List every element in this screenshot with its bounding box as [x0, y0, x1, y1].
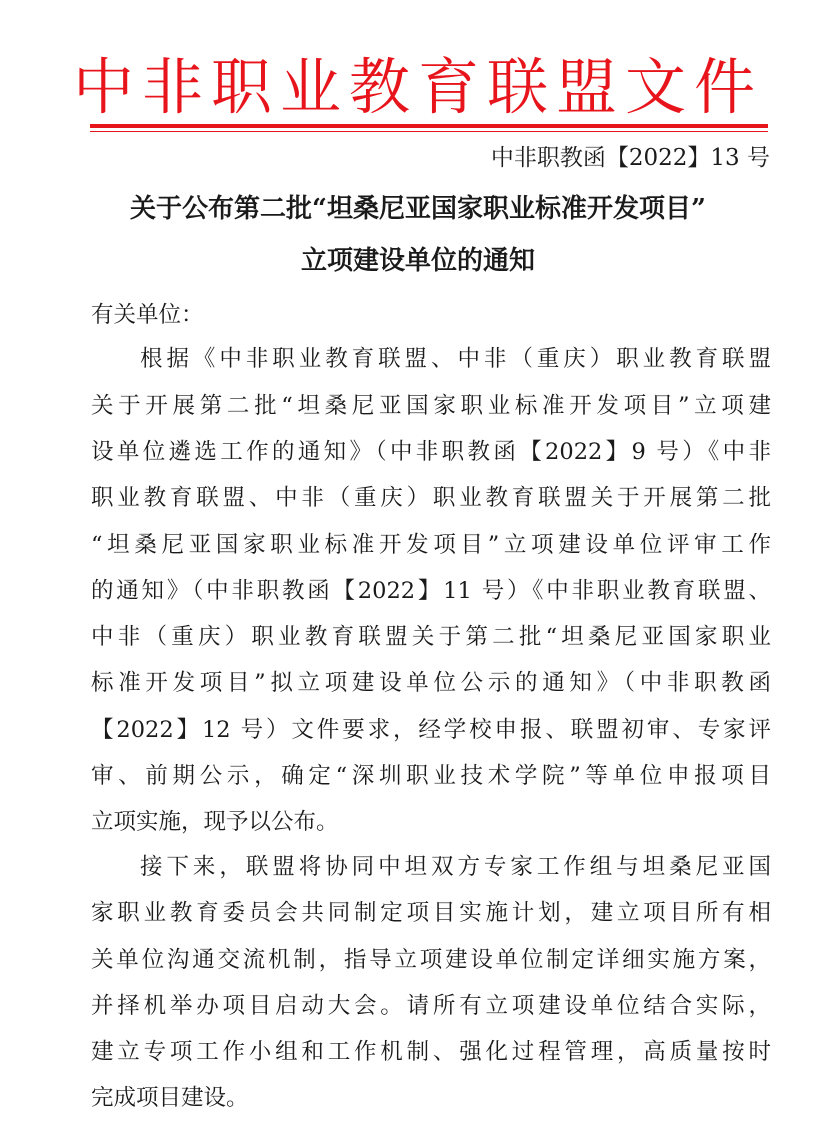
paragraph-line: 接下来，联盟将协同中坦双方专家工作组与坦桑尼亚国	[140, 854, 771, 880]
notice-title-line-1: 关于公布第二批“坦桑尼亚国家职业标准开发项目”	[130, 194, 706, 224]
paragraph-line: 中非（重庆）职业教育联盟关于第二批“坦桑尼亚国家职业	[91, 624, 771, 650]
header-red-rule-thick	[90, 124, 768, 128]
paragraph-line: 关单位沟通交流机制，指导立项建设单位制定详细实施方案，	[91, 947, 771, 973]
header-red-rule-thin	[90, 131, 768, 132]
paragraph-line: 标准开发项目”拟立项建设单位公示的通知》（中非职教函	[91, 670, 771, 696]
document-header-title: 中非职业教育联盟文件	[72, 52, 763, 123]
paragraph-line: 设单位遴选工作的通知》（中非职教函【2022】9 号）《中非	[91, 439, 771, 465]
notice-title-line-2: 立项建设单位的通知	[300, 246, 535, 276]
paragraph-line: “坦桑尼亚国家职业标准开发项目”立项建设单位评审工作	[91, 532, 771, 558]
paragraph-line: 立项实施，现予以公布。	[91, 809, 339, 835]
paragraph-line: 关于开展第二批“坦桑尼亚国家职业标准开发项目”立项建	[91, 393, 771, 419]
paragraph-line: 的通知》（中非职教函【2022】11 号）《中非职业教育联盟、	[91, 578, 771, 604]
paragraph-line: 【2022】12 号）文件要求，经学校申报、联盟初审、专家评	[91, 717, 771, 743]
document-number: 中非职教函【2022】13 号	[490, 145, 770, 171]
paragraph-line: 完成项目建设。	[91, 1085, 249, 1111]
salutation: 有关单位：	[91, 302, 204, 328]
paragraph-line: 建立专项工作小组和工作机制、强化过程管理，高质量按时	[91, 1039, 771, 1065]
paragraph-line: 审、前期公示，确定“深圳职业技术学院”等单位申报项目	[91, 763, 771, 789]
paragraph-line: 并择机举办项目启动大会。请所有立项建设单位结合实际，	[91, 993, 771, 1019]
paragraph-line: 根据《中非职业教育联盟、中非（重庆）职业教育联盟	[140, 346, 771, 372]
paragraph-line: 职业教育联盟、中非（重庆）职业教育联盟关于开展第二批	[91, 485, 771, 511]
paragraph-line: 家职业教育委员会共同制定项目实施计划，建立项目所有相	[91, 900, 771, 926]
